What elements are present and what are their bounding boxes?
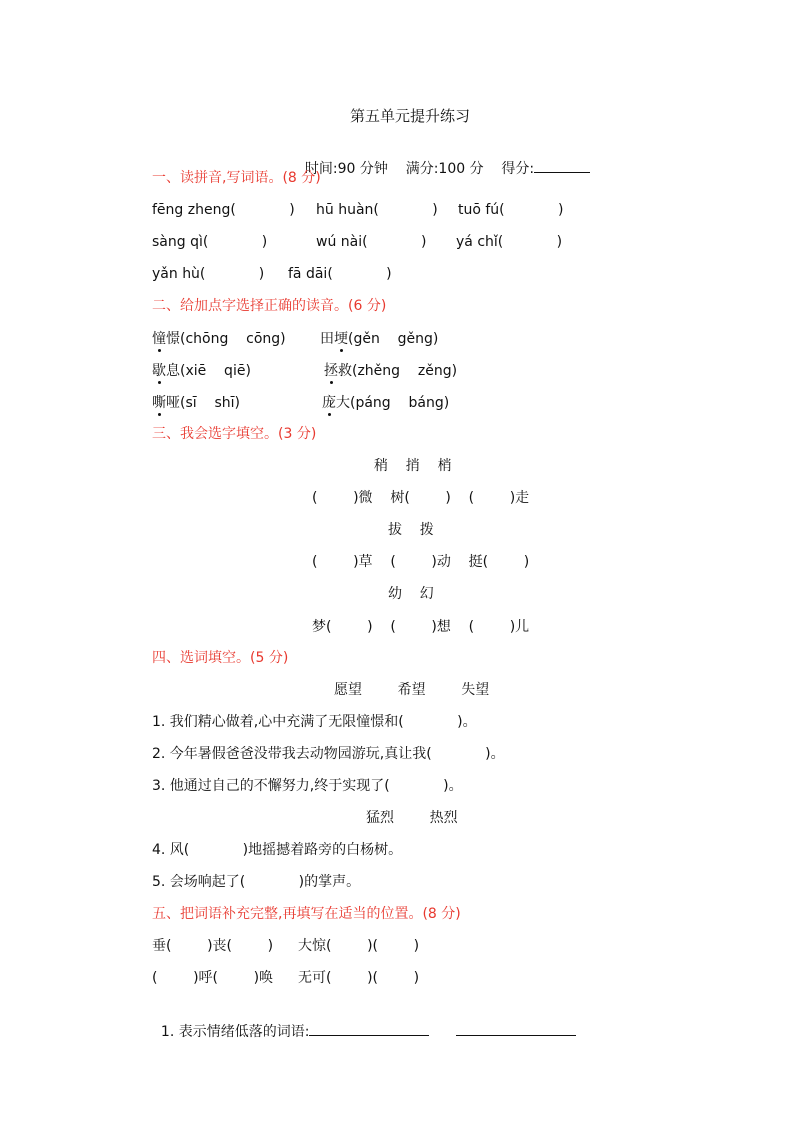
page-title: 第五单元提升练习: [350, 107, 471, 125]
char-choices: 幼 幻: [388, 586, 434, 602]
question-5-1: 1. 表示情绪低落的词语:: [152, 1000, 576, 1042]
section-3-heading: 三、我会选字填空。(3 分): [152, 426, 317, 442]
question-3[interactable]: 3. 他通过自己的不懈努力,终于实现了( )。: [152, 778, 463, 794]
dotted-char: 庞: [322, 395, 336, 411]
fill-line[interactable]: 梦( ) ( )想 ( )儿: [312, 619, 530, 635]
idiom-fill[interactable]: 垂( )丧( ): [152, 938, 274, 954]
pronunciation-item[interactable]: 拯救(zhěng zěng): [324, 363, 458, 379]
word-choices: 猛烈 热烈: [366, 810, 458, 826]
fill-line[interactable]: ( )草 ( )动 挺( ): [312, 554, 530, 570]
score-field[interactable]: [534, 157, 590, 173]
answer-line[interactable]: [309, 1020, 429, 1036]
pinyin-item[interactable]: tuō fú( ): [458, 202, 564, 218]
char-choices: 拔 拨: [388, 522, 434, 538]
pinyin-item[interactable]: wú nài( ): [316, 234, 427, 250]
question-2[interactable]: 2. 今年暑假爸爸没带我去动物园游玩,真让我( )。: [152, 746, 505, 762]
full-score: 满分:100 分: [405, 161, 484, 177]
question-5[interactable]: 5. 会场响起了( )的掌声。: [152, 874, 361, 890]
answer-line[interactable]: [456, 1020, 576, 1036]
section-4-heading: 四、选词填空。(5 分): [152, 650, 289, 666]
pinyin-item[interactable]: fā dāi( ): [288, 266, 392, 282]
question-4[interactable]: 4. 风( )地摇撼着路旁的白杨树。: [152, 842, 403, 858]
dotted-char: 歇: [152, 363, 166, 379]
score-label: 得分:: [501, 161, 535, 177]
pinyin-item[interactable]: fēng zheng( ): [152, 202, 295, 218]
pinyin-item[interactable]: sàng qì( ): [152, 234, 268, 250]
idiom-fill[interactable]: ( )呼( )唤: [152, 970, 274, 986]
word-choices: 愿望 希望 失望: [334, 682, 490, 698]
section-5-heading: 五、把词语补充完整,再填写在适当的位置。(8 分): [152, 906, 461, 922]
pronunciation-item[interactable]: 憧憬(chōng cōng): [152, 331, 286, 347]
pronunciation-item[interactable]: 嘶哑(sī shī): [152, 395, 240, 411]
pronunciation-item[interactable]: 歇息(xiē qiē): [152, 363, 251, 379]
pronunciation-item[interactable]: 田埂(gěn gěng): [320, 331, 439, 347]
fill-line[interactable]: ( )微 树( ) ( )走: [312, 490, 530, 506]
char-choices: 稍 捎 梢: [374, 458, 452, 474]
idiom-fill[interactable]: 大惊( )( ): [298, 938, 420, 954]
dotted-char: 憧: [152, 331, 166, 347]
exam-meta: [296, 137, 590, 179]
section-2-heading: 二、给加点字选择正确的读音。(6 分): [152, 298, 387, 314]
question-1[interactable]: 1. 我们精心做着,心中充满了无限憧憬和( )。: [152, 714, 477, 730]
time-limit: 时间:90 分钟: [304, 161, 388, 177]
pinyin-item[interactable]: yǎn hù( ): [152, 266, 265, 282]
dotted-char: 拯: [324, 363, 338, 379]
dotted-char: 埂: [334, 331, 348, 347]
section-1-heading: 一、读拼音,写词语。(8 分): [152, 170, 321, 186]
idiom-fill[interactable]: 无可( )( ): [298, 970, 420, 986]
pronunciation-item[interactable]: 庞大(páng báng): [322, 395, 450, 411]
dotted-char: 嘶: [152, 395, 166, 411]
pinyin-item[interactable]: hū huàn( ): [316, 202, 438, 218]
pinyin-item[interactable]: yá chǐ( ): [456, 234, 563, 250]
